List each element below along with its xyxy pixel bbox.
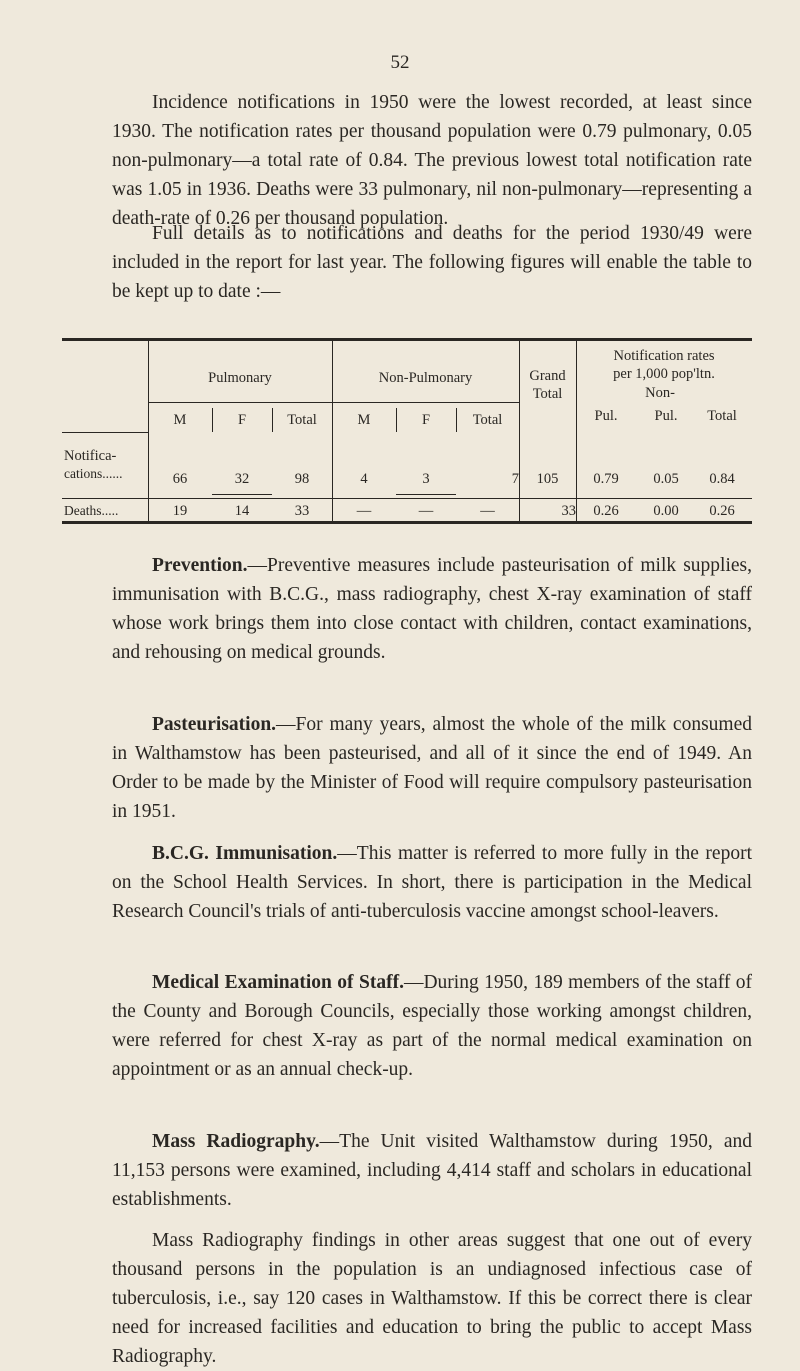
cell-notif-rate-pul: 0.79: [593, 471, 619, 487]
cell-deaths-pul-total: 33: [294, 503, 310, 519]
row-label-deaths: Deaths.....: [64, 503, 119, 518]
header-npul-total: Total: [472, 412, 503, 428]
header-rate-total: Total: [707, 408, 737, 424]
cell-notif-pul-m: 66: [172, 471, 188, 487]
paragraph-incidence: Incidence notifications in 1950 were the lowest recorded, at least since 1930. The notification rates per thousand population were 0.79 pulmonary, 0.05 non-pulmonary—a total rate of 0.84. The previous lowest total notification rate was 1.05 in 1936. Deaths were 33 pulmonary, nil non-pulmonary—representing a death-rate of 0.26 per thousand population.: [112, 92, 752, 229]
header-pulmonary: Pulmonary: [208, 370, 272, 386]
cell-deaths-rate-total: 0.26: [709, 503, 735, 519]
cell-notif-npul-m: 4: [360, 471, 368, 487]
table-vline: [332, 341, 333, 521]
table-top-rule: [62, 338, 752, 341]
heading-mass-radiography: Mass Radiography.: [152, 1131, 320, 1152]
header-rate-pul: Pul.: [594, 408, 618, 424]
table-bottom-rule: [62, 521, 752, 524]
header-rates-line2: per 1,000 pop'ltn.: [613, 366, 715, 382]
text-mass-radiography: —The Unit visited Walthamstow during 1950, and 11,153 persons were examined, including 4,414 staff and scholars in educational establishments.: [112, 1131, 752, 1210]
cell-deaths-npul-m: —: [356, 503, 372, 519]
header-grand-total: Total: [532, 386, 563, 402]
heading-bcg: B.C.G. Immunisation.: [152, 843, 338, 864]
notifications-table: [62, 338, 752, 538]
header-grand: Grand: [529, 368, 566, 384]
paragraph-medical-examination: [112, 968, 752, 1084]
header-pul-f: F: [237, 412, 247, 428]
heading-medical-examination: Medical Examination of Staff.: [152, 972, 404, 993]
cell-notif-pul-total: 98: [294, 471, 310, 487]
paragraph-prevention: [112, 551, 752, 667]
paragraph-mass-radiography-findings: Mass Radiography findings in other areas suggest that one out of every thousand persons in the population is an undiagnosed infectious case of tuberculosis, i.e., say 120 cases in Walthamstow. If this be correct there is clear need for increased facilities and education to bring the public to accept Mass Radiography.: [112, 1230, 752, 1367]
table-vline: [148, 341, 149, 521]
header-non-dash: Non-: [645, 385, 675, 401]
header-pul-m: M: [173, 412, 187, 428]
row-label-notifications-1: Notifica-: [64, 448, 117, 464]
paragraph-mass-radiography: [112, 1127, 752, 1214]
paragraph-pasteurisation: [112, 710, 752, 826]
cell-notif-rate-total: 0.84: [709, 471, 735, 487]
cell-deaths-rate-npul: 0.00: [653, 503, 679, 519]
table-hline: [396, 494, 456, 495]
heading-prevention: Prevention.: [152, 555, 248, 576]
header-non-pulmonary: Non-Pulmonary: [378, 370, 473, 386]
header-npul-m: M: [357, 412, 371, 428]
cell-deaths-npul-total: —: [480, 503, 495, 519]
paragraph-bcg: [112, 839, 752, 926]
row-label-notifications-2: cations......: [64, 466, 123, 481]
cell-notif-pul-f: 32: [234, 471, 250, 487]
cell-deaths-pul-f: 14: [234, 503, 250, 519]
header-npul-f: F: [421, 412, 431, 428]
cell-deaths-npul-f: —: [418, 503, 434, 519]
text-bcg: —This matter is referred to more fully in the report on the School Health Services. In short, there is participation in the Medical Research Council's trials of anti-tuberculosis vaccine amongst school-leavers.: [112, 843, 752, 922]
header-rates-line1: Notification rates: [613, 348, 715, 364]
table-hline: [212, 494, 272, 495]
paragraph-full-details: Full details as to notifications and deaths for the period 1930/49 were included in the report for last year. The following figures will enable the table to be kept up to date :—: [112, 223, 752, 302]
table-row-separator: [62, 498, 752, 499]
cell-deaths-rate-pul: 0.26: [593, 503, 619, 519]
page-number: 52: [390, 52, 410, 73]
text-pasteurisation: —For many years, almost the whole of the milk consumed in Walthamstow has been pasteurised, and all of it since the end of 1949. An Order to be made by the Minister of Food will require compulsory pasteurisation in 1951.: [112, 714, 752, 822]
table-hline: [148, 402, 519, 403]
cell-notif-npul-f: 3: [422, 471, 430, 487]
cell-notif-npul-total: 7: [511, 471, 519, 487]
header-pul-total: Total: [287, 412, 317, 428]
heading-pasteurisation: Pasteurisation.: [152, 714, 277, 735]
cell-notif-grand: 105: [536, 471, 559, 487]
cell-deaths-grand: 33: [561, 503, 576, 519]
text-medical-examination: —During 1950, 189 members of the staff of the County and Borough Councils, especially those working amongst children, were referred for chest X-ray as part of the normal medical examination on appointment or as an annual check-up.: [112, 972, 753, 1080]
cell-notif-rate-npul: 0.05: [653, 471, 679, 487]
header-rate-npul: Pul.: [654, 408, 678, 424]
table-hline: [62, 432, 148, 433]
text-prevention: —Preventive measures include pasteurisation of milk supplies, immunisation with B.C.G., mass radiography, chest X-ray examination of staff whose work brings them into close contact with children, contact examinations, and rehousing on medical grounds.: [112, 555, 752, 663]
cell-deaths-pul-m: 19: [172, 503, 188, 519]
